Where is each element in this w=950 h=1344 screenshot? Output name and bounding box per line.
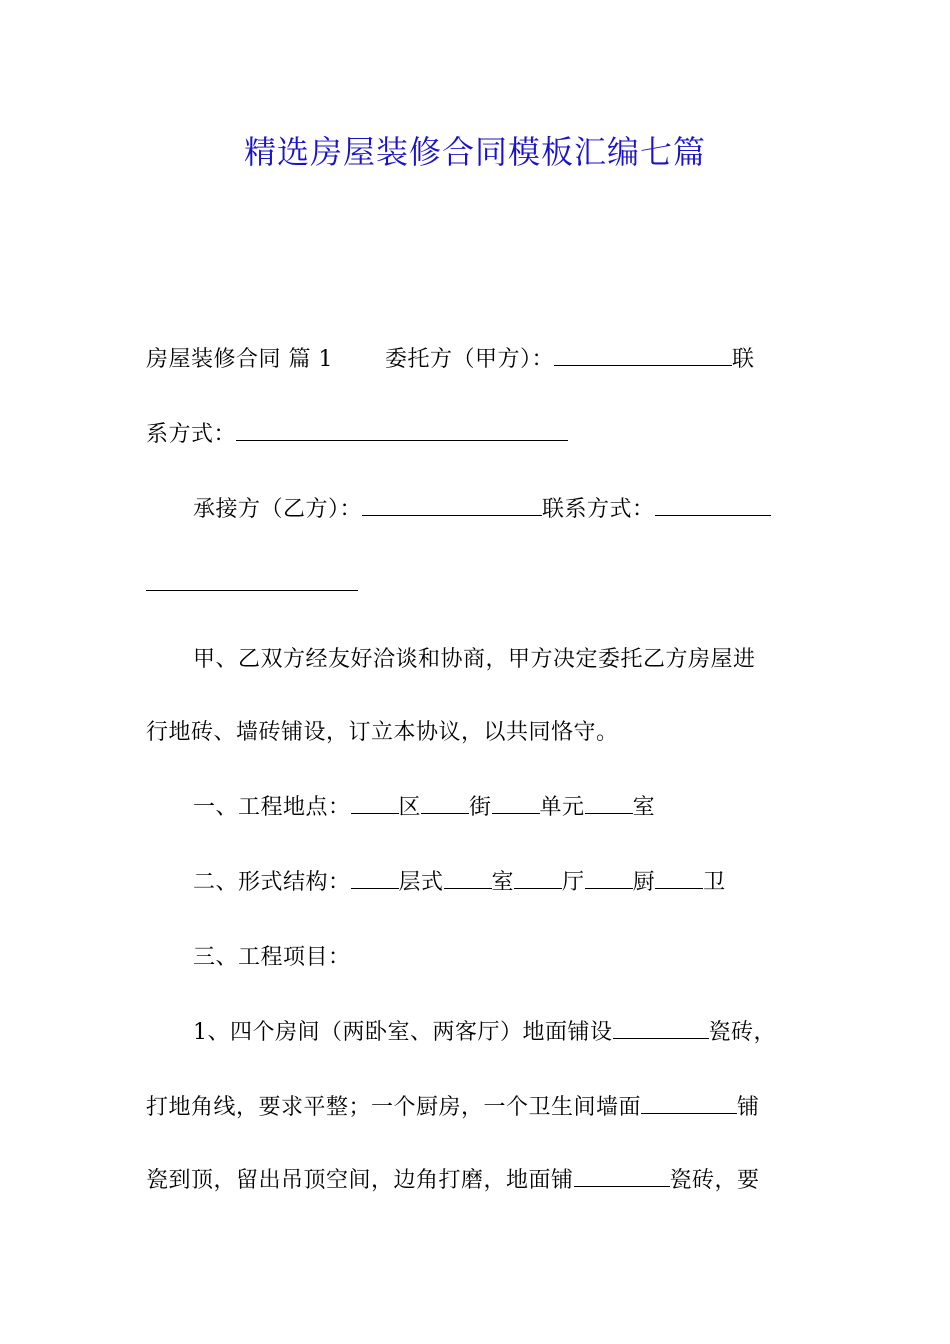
sec2-unit-2: 室 xyxy=(491,870,515,895)
party-a-contact-blank xyxy=(236,420,568,441)
party-b-label: 承接方（乙方）： xyxy=(193,497,363,522)
contract-heading: 房屋装修合同 篇 1 xyxy=(146,347,333,372)
party-a-blank xyxy=(554,345,732,366)
party-b-contact-label: 联系方式： xyxy=(542,497,655,522)
section-2-structure xyxy=(146,868,806,898)
sec2-label: 二、形式结构： xyxy=(193,870,351,895)
item1-blank-3 xyxy=(574,1166,670,1187)
sec2-blank-2 xyxy=(444,868,492,889)
item-1-line-3 xyxy=(146,1166,806,1196)
sec2-unit-4: 厨 xyxy=(632,870,656,895)
intro-line-1 xyxy=(146,645,806,675)
sec1-unit-3: 单元 xyxy=(539,795,585,820)
item1-text-b: 瓷砖， xyxy=(708,1020,777,1045)
item1-blank-1 xyxy=(613,1018,709,1039)
section-1-location xyxy=(146,793,806,823)
item1-blank-2 xyxy=(641,1093,737,1114)
line-party-b-contact-cont xyxy=(146,570,806,600)
party-b-contact-blank-cont xyxy=(146,570,358,591)
section-3-label-line xyxy=(146,943,806,973)
item-1-line-1 xyxy=(146,1018,806,1048)
intro-line-2 xyxy=(146,718,806,748)
sec1-unit-4: 室 xyxy=(632,795,656,820)
line-party-a xyxy=(146,345,806,375)
item1-text-f: 瓷砖，要 xyxy=(669,1168,760,1193)
sec2-unit-5: 卫 xyxy=(703,870,726,895)
line-party-b xyxy=(146,495,806,525)
sec2-unit-1: 层式 xyxy=(398,870,444,895)
party-a-label: 委托方（甲方）： xyxy=(384,347,554,372)
sec1-blank-4 xyxy=(585,793,633,814)
contact-suffix: 联 xyxy=(732,347,755,372)
contact-label: 系方式： xyxy=(146,422,237,447)
sec1-unit-2: 街 xyxy=(469,795,492,820)
sec1-label: 一、工程地点： xyxy=(193,795,351,820)
line-party-a-contact xyxy=(146,420,806,450)
intro-text-2: 行地砖、墙砖铺设，订立本协议，以共同恪守。 xyxy=(146,720,619,745)
item-1-line-2 xyxy=(146,1093,806,1123)
party-b-blank xyxy=(362,495,542,516)
item1-text-e: 瓷到顶，留出吊顶空间，边角打磨，地面铺 xyxy=(146,1168,574,1193)
sec1-blank-2 xyxy=(421,793,469,814)
sec1-blank-1 xyxy=(351,793,399,814)
sec2-blank-1 xyxy=(351,868,399,889)
sec2-unit-3: 厅 xyxy=(562,870,585,895)
document-title: 精选房屋装修合同模板汇编七篇 xyxy=(243,133,706,171)
sec1-unit-1: 区 xyxy=(398,795,422,820)
sec3-label: 三、工程项目： xyxy=(193,945,351,970)
item1-text-d: 铺 xyxy=(737,1095,760,1120)
party-b-contact-blank xyxy=(655,495,771,516)
item1-text-c: 打地角线，要求平整；一个厨房，一个卫生间墙面 xyxy=(146,1095,642,1120)
sec2-blank-4 xyxy=(585,868,633,889)
sec2-blank-3 xyxy=(514,868,562,889)
sec1-blank-3 xyxy=(492,793,540,814)
sec2-blank-5 xyxy=(655,868,703,889)
intro-text-1: 甲、乙双方经友好洽谈和协商，甲方决定委托乙方房屋进 xyxy=(193,647,756,672)
item1-text-a: 1、四个房间（两卧室、两客厅）地面铺设 xyxy=(193,1020,613,1045)
